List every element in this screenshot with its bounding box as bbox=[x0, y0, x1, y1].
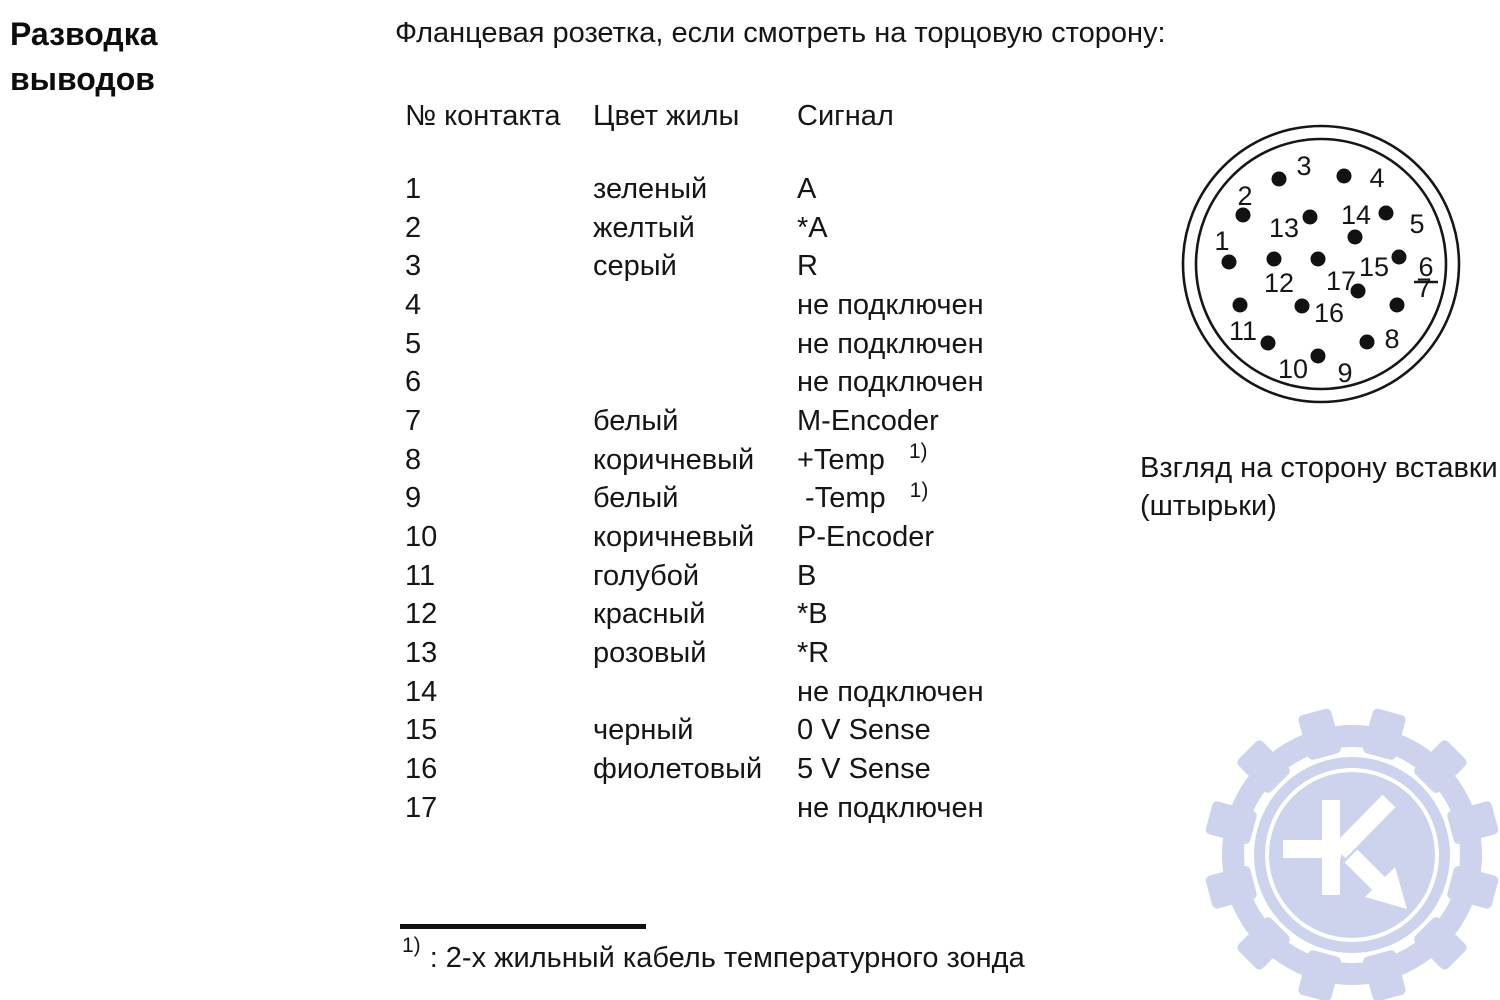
pin-dot bbox=[1390, 298, 1405, 313]
signal-cell: 0 V Sense bbox=[797, 714, 931, 747]
pin-dot bbox=[1337, 169, 1352, 184]
pin-number-label: 4 bbox=[1369, 163, 1385, 193]
footnote-marker: 1) bbox=[402, 934, 421, 957]
pin-number-label: 14 bbox=[1340, 200, 1372, 230]
pin-number-cell: 10 bbox=[405, 521, 438, 554]
pin-number-label: 17 bbox=[1325, 266, 1357, 296]
signal-cell: B bbox=[797, 559, 817, 592]
connector-caption-line1: Взгляд на сторону вставки bbox=[1140, 452, 1498, 484]
intro-text: Фланцевая розетка, если смотреть на торцовую сторону: bbox=[395, 17, 1166, 49]
pin-number-label: 2 bbox=[1237, 181, 1253, 211]
wire-color-cell: коричневый bbox=[593, 521, 755, 554]
pin-number-label: 3 bbox=[1296, 151, 1312, 181]
pin-dot bbox=[1222, 255, 1237, 270]
col-header-signal: Сигнал bbox=[797, 99, 894, 132]
signal-cell: *R bbox=[797, 637, 830, 670]
signal-cell: A bbox=[797, 172, 817, 205]
signal-cell: *A bbox=[797, 211, 828, 244]
wire-color-cell: розовый bbox=[593, 637, 707, 670]
pin-number-label: 11 bbox=[1228, 316, 1258, 346]
pin-dot bbox=[1348, 230, 1363, 245]
pin-number-cell: 12 bbox=[405, 598, 438, 631]
pin-number-cell: 5 bbox=[405, 327, 422, 360]
pin-number-label: 9 bbox=[1337, 358, 1353, 388]
signal-cell: -Temp $^{1)}$ bbox=[797, 478, 929, 515]
pin-dot bbox=[1261, 336, 1276, 351]
pin-number-cell: 3 bbox=[405, 250, 422, 283]
pin-dot bbox=[1295, 299, 1310, 314]
pin-number-cell: 4 bbox=[405, 288, 422, 321]
connector-caption bbox=[1140, 449, 1498, 525]
pin-dot bbox=[1311, 349, 1326, 364]
pin-number-cell: 11 bbox=[405, 559, 436, 592]
pin-dot bbox=[1311, 252, 1326, 267]
signal-cell: не подключен bbox=[797, 327, 984, 360]
pin-number-label: 7 bbox=[1416, 273, 1432, 303]
pin-dot bbox=[1267, 252, 1282, 267]
pin-number-cell: 9 bbox=[405, 482, 422, 515]
signal-cell: +Temp $^{1)}$ bbox=[797, 440, 928, 476]
pin-number-cell: 13 bbox=[405, 637, 438, 670]
wire-color-cell: желтый bbox=[593, 211, 695, 244]
pin-number-label: 10 bbox=[1277, 354, 1309, 384]
signal-cell: не подключен bbox=[797, 791, 984, 824]
wire-color-cell: зеленый bbox=[593, 172, 708, 205]
pin-number-cell: 14 bbox=[405, 675, 438, 708]
signal-cell: 5 V Sense bbox=[797, 753, 931, 786]
pin-dot bbox=[1392, 250, 1407, 265]
pin-dot bbox=[1303, 210, 1318, 225]
pin-number-cell: 8 bbox=[405, 443, 422, 476]
wire-color-cell: черный bbox=[593, 714, 694, 747]
pin-number-cell: 1 bbox=[405, 172, 422, 205]
pin-number-cell: 15 bbox=[405, 714, 438, 747]
pin-number-label: 6 bbox=[1418, 252, 1434, 282]
pin-dot bbox=[1379, 206, 1394, 221]
pin-dot bbox=[1233, 298, 1248, 313]
signal-cell: M-Encoder bbox=[797, 404, 939, 437]
wire-color-cell: белый bbox=[593, 404, 679, 437]
wire-color-cell: красный bbox=[593, 598, 706, 631]
pin-number-label: 5 bbox=[1409, 209, 1425, 239]
wire-color-cell: коричневый bbox=[593, 443, 755, 476]
pin-number-label: 15 bbox=[1358, 252, 1390, 282]
pin-number-label: 12 bbox=[1263, 268, 1295, 298]
footnote-text: : 2-х жильный кабель температурного зонда bbox=[429, 941, 1025, 974]
footnote-rule bbox=[400, 924, 646, 929]
signal-cell: не подключен bbox=[797, 288, 984, 321]
pin-dot bbox=[1272, 172, 1287, 187]
wire-color-cell: фиолетовый bbox=[593, 753, 763, 786]
pin-number-cell: 16 bbox=[405, 753, 438, 786]
col-header-wire-color: Цвет жилы bbox=[593, 99, 740, 132]
pin-number-label: 8 bbox=[1384, 324, 1400, 354]
wire-color-cell: белый bbox=[593, 482, 679, 515]
pin-number-cell: 6 bbox=[405, 366, 422, 399]
pin-number-cell: 7 bbox=[405, 404, 422, 437]
col-header-pin-number: № контакта bbox=[405, 99, 561, 132]
pin-number-label: 16 bbox=[1313, 298, 1345, 328]
signal-cell: R bbox=[797, 250, 818, 283]
pin-number-label: 1 bbox=[1214, 226, 1230, 256]
wire-color-cell: голубой bbox=[593, 559, 700, 592]
pin-number-label: 13 bbox=[1268, 213, 1300, 243]
pin-number-cell: 17 bbox=[405, 791, 438, 824]
wire-color-cell: серый bbox=[593, 250, 677, 283]
connector-caption-line2: (штырьки) bbox=[1140, 490, 1277, 522]
footnote bbox=[402, 934, 1025, 975]
signal-cell: *B bbox=[797, 598, 828, 631]
signal-cell: не подключен bbox=[797, 366, 984, 399]
signal-cell: не подключен bbox=[797, 675, 984, 708]
pin-dot bbox=[1360, 335, 1375, 350]
signal-cell: P-Encoder bbox=[797, 521, 935, 554]
page-title-line2: выводов bbox=[10, 61, 155, 97]
page-title-line1: Разводка bbox=[10, 16, 158, 52]
pin-number-cell: 2 bbox=[405, 211, 422, 244]
